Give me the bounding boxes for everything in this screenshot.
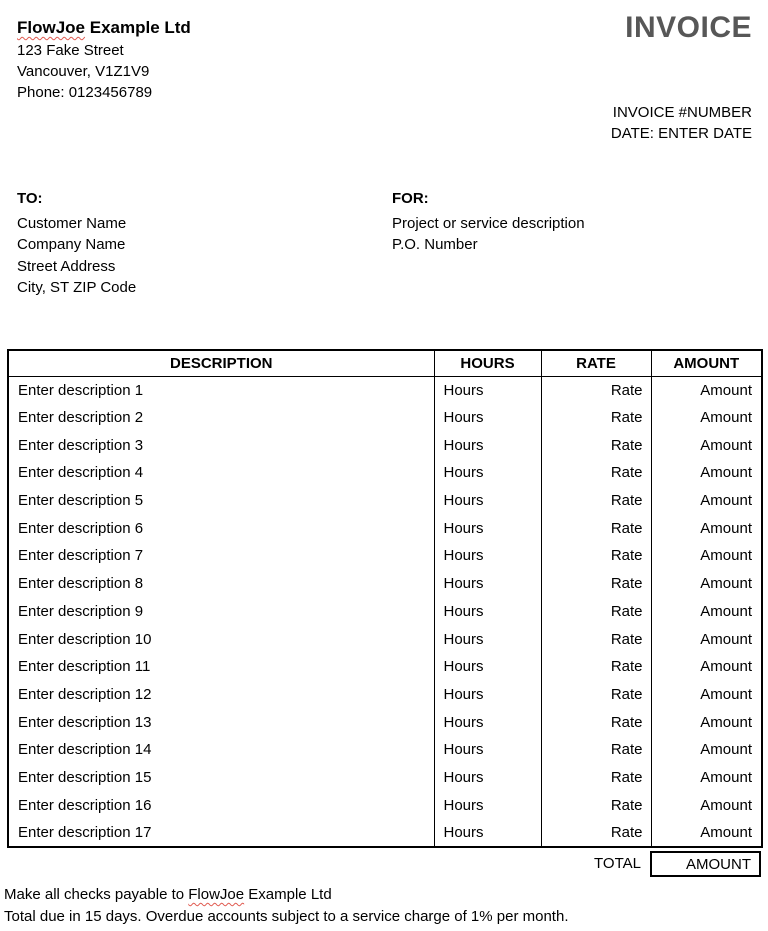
row-hours-cell: Hours: [434, 487, 541, 515]
row-hours-cell: Hours: [434, 625, 541, 653]
row-hours-cell: Hours: [434, 791, 541, 819]
for-label: FOR:: [392, 190, 429, 207]
row-amount-cell: Amount: [651, 570, 762, 598]
for-po-number: P.O. Number: [392, 236, 478, 254]
invoice-meta-block: [611, 102, 752, 144]
row-rate-cell: Rate: [541, 598, 651, 626]
checks-payable-line: [4, 884, 569, 906]
line-items-table: [7, 349, 763, 848]
invoice-date-line: DATE: ENTER DATE: [610, 125, 752, 142]
row-rate-cell: Rate: [541, 542, 651, 570]
table-row: [8, 459, 762, 487]
total-label: TOTAL: [594, 855, 641, 872]
row-description-cell: Enter description 1: [18, 381, 144, 399]
row-amount-cell: Amount: [651, 376, 762, 404]
invoice-number-line: INVOICE #NUMBER: [612, 104, 752, 121]
row-hours-cell: Hours: [434, 764, 541, 792]
header-hours: HOURS: [434, 350, 541, 376]
row-amount-cell: Amount: [651, 708, 762, 736]
row-amount-cell: Amount: [651, 764, 762, 792]
row-hours-cell: Hours: [434, 376, 541, 404]
row-rate-cell: Rate: [541, 570, 651, 598]
checks-company-misspelled-word: FlowJoe: [188, 886, 245, 903]
row-amount-cell: Amount: [651, 542, 762, 570]
row-rate-cell: Rate: [541, 708, 651, 736]
to-city-state-zip: City, ST ZIP Code: [17, 279, 137, 297]
row-rate-cell: Rate: [541, 487, 651, 515]
row-rate-cell: Rate: [541, 736, 651, 764]
for-project-description: Project or service description: [392, 215, 585, 232]
row-amount-cell: Amount: [651, 459, 762, 487]
to-customer-name: Customer Name: [17, 215, 127, 232]
table-row: [8, 431, 762, 459]
row-hours-cell: Hours: [434, 708, 541, 736]
row-description-cell: Enter description 13: [18, 713, 152, 731]
row-description-cell: Enter description 10: [18, 630, 152, 648]
company-phone: Phone: 0123456789: [17, 84, 153, 101]
company-name-rest: Example Ltd: [85, 18, 191, 37]
invoice-title: INVOICE: [625, 11, 752, 44]
row-hours-cell: Hours: [434, 736, 541, 764]
project-for-block: [392, 188, 585, 256]
row-description-cell: Enter description 17: [18, 823, 152, 841]
row-hours-cell: Hours: [434, 431, 541, 459]
row-description-cell: Enter description 9: [18, 602, 144, 620]
row-rate-cell: Rate: [541, 404, 651, 432]
row-amount-cell: Amount: [651, 431, 762, 459]
table-row: [8, 542, 762, 570]
to-street-address: Street Address: [17, 257, 116, 275]
row-hours-cell: Hours: [434, 570, 541, 598]
row-rate-cell: Rate: [541, 514, 651, 542]
row-rate-cell: Rate: [541, 681, 651, 709]
row-amount-cell: Amount: [651, 598, 762, 626]
row-description-cell: Enter description 12: [18, 685, 152, 703]
row-hours-cell: Hours: [434, 404, 541, 432]
company-address-block: [17, 17, 191, 103]
row-description-cell: Enter description 7: [18, 547, 144, 565]
row-hours-cell: Hours: [434, 653, 541, 681]
header-description: DESCRIPTION: [8, 350, 434, 376]
table-row: [8, 764, 762, 792]
row-amount-cell: Amount: [651, 653, 762, 681]
table-row: [8, 625, 762, 653]
header-amount: AMOUNT: [651, 350, 762, 376]
row-rate-cell: Rate: [541, 653, 651, 681]
row-rate-cell: Rate: [541, 459, 651, 487]
row-rate-cell: Rate: [541, 376, 651, 404]
table-row: [8, 791, 762, 819]
company-name: [17, 17, 191, 39]
payment-terms-line: Total due in 15 days. Overdue accounts subject to a service charge of 1% per month.: [4, 907, 569, 925]
row-rate-cell: Rate: [541, 625, 651, 653]
table-row: [8, 404, 762, 432]
row-description-cell: Enter description 6: [18, 519, 144, 537]
footer-notes: [4, 884, 569, 927]
row-description-cell: Enter description 3: [18, 436, 144, 454]
row-amount-cell: Amount: [651, 791, 762, 819]
row-hours-cell: Hours: [434, 819, 541, 847]
table-row: [8, 681, 762, 709]
row-description-cell: Enter description 8: [18, 575, 144, 593]
row-description-cell: Enter description 11: [18, 658, 151, 676]
table-row: [8, 598, 762, 626]
row-description-cell: Enter description 15: [18, 768, 152, 786]
row-hours-cell: Hours: [434, 681, 541, 709]
row-hours-cell: Hours: [434, 459, 541, 487]
row-amount-cell: Amount: [651, 487, 762, 515]
total-row: [7, 851, 761, 877]
row-description-cell: Enter description 2: [18, 409, 144, 427]
table-row: [8, 570, 762, 598]
table-row: [8, 487, 762, 515]
table-row: [8, 736, 762, 764]
row-rate-cell: Rate: [541, 431, 651, 459]
row-amount-cell: Amount: [651, 404, 762, 432]
row-rate-cell: Rate: [541, 791, 651, 819]
row-description-cell: Enter description 16: [18, 796, 152, 814]
company-name-misspelled-word: FlowJoe: [17, 18, 86, 37]
checks-payable-prefix: Make all checks payable to: [4, 886, 189, 903]
row-hours-cell: Hours: [434, 542, 541, 570]
total-amount-cell: AMOUNT: [650, 851, 761, 877]
line-items-table-wrap: [7, 349, 763, 848]
table-header-row: [8, 350, 762, 376]
bill-to-block: [17, 188, 136, 299]
row-rate-cell: Rate: [541, 819, 651, 847]
table-row: [8, 653, 762, 681]
row-description-cell: Enter description 14: [18, 741, 152, 759]
row-hours-cell: Hours: [434, 598, 541, 626]
table-row: [8, 819, 762, 847]
table-row: [8, 514, 762, 542]
company-street: 123 Fake Street: [17, 42, 124, 59]
header-rate: RATE: [541, 350, 651, 376]
company-city: Vancouver, V1Z1V9: [17, 63, 150, 80]
row-description-cell: Enter description 4: [18, 464, 144, 482]
row-description-cell: Enter description 5: [18, 492, 144, 510]
row-amount-cell: Amount: [651, 819, 762, 847]
to-company-name: Company Name: [17, 236, 126, 254]
table-row: [8, 708, 762, 736]
table-row: [8, 376, 762, 404]
row-hours-cell: Hours: [434, 514, 541, 542]
row-amount-cell: Amount: [651, 514, 762, 542]
checks-company-rest: Example Ltd: [244, 886, 332, 903]
row-amount-cell: Amount: [651, 625, 762, 653]
row-rate-cell: Rate: [541, 764, 651, 792]
to-label: TO:: [17, 190, 43, 207]
row-amount-cell: Amount: [651, 736, 762, 764]
row-amount-cell: Amount: [651, 681, 762, 709]
